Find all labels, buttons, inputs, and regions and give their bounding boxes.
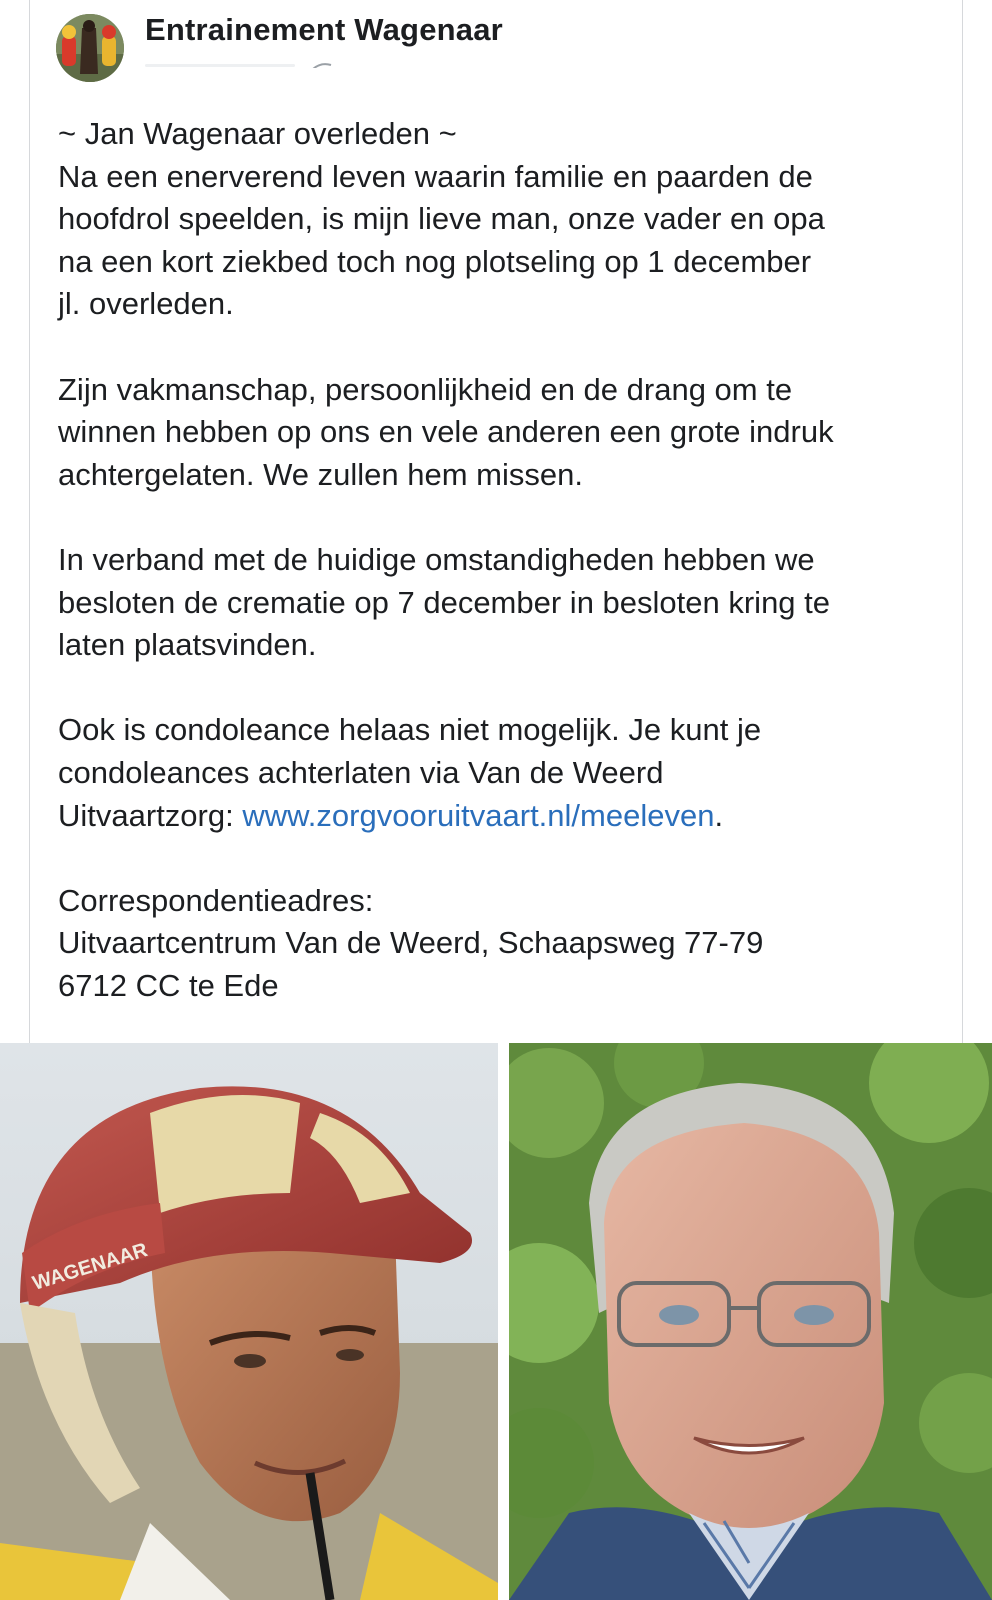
text-line-with-link (58, 795, 938, 838)
page-name-link[interactable]: Entrainement Wagenaar (145, 12, 503, 47)
text-line: achtergelaten. We zullen hem missen. (58, 456, 583, 492)
text-line: besloten de crematie op 7 december in besloten kring te (58, 584, 831, 620)
photo-jockey-helmet[interactable] (0, 1043, 498, 1600)
text-line: In verband met de huidige omstandigheden hebben we (58, 541, 815, 577)
address-line: Uitvaartcentrum Van de Weerd, Schaapsweg 77-79 (58, 925, 764, 961)
address-heading: Correspondentieadres: (58, 882, 374, 918)
post-paragraph-5 (58, 880, 938, 1008)
helmet-text: WAGENAAR (30, 1238, 151, 1295)
text-line: jl. overleden. (58, 286, 234, 322)
post-title-line: ~ Jan Wagenaar overleden ~ (58, 116, 457, 151)
text-line: Ook is condoleance helaas niet mogelijk. Je kunt je (58, 712, 762, 748)
link-prefix: Uitvaartzorg: (58, 797, 243, 833)
post-paragraph-1 (58, 113, 938, 326)
photo-portrait[interactable] (509, 1043, 992, 1600)
link-suffix: . (714, 797, 724, 833)
page-avatar[interactable] (56, 14, 124, 82)
post-paragraph-4 (58, 709, 938, 837)
text-line: Zijn vakmanschap, persoonlijkheid en de drang om te (58, 371, 793, 407)
condolence-link[interactable]: www.zorgvooruitvaart.nl/meeleven (242, 797, 715, 833)
text-line: laten plaatsvinden. (58, 627, 317, 663)
text-line: na een kort ziekbed toch nog plotseling op 1 december (58, 243, 812, 279)
post-text (58, 113, 938, 1007)
text-line: Na een enerverend leven waarin familie en paarden de (58, 158, 813, 194)
post-photos[interactable] (0, 1043, 992, 1600)
address-line: 6712 CC te Ede (58, 967, 279, 1003)
post-paragraph-2 (58, 369, 938, 497)
text-line: hoofdrol speelden, is mijn lieve man, onze vader en opa (58, 201, 825, 237)
text-line: condoleances achterlaten via Van de Weerd (58, 754, 664, 790)
post-meta (145, 58, 525, 68)
avatar-image (56, 14, 124, 82)
post-paragraph-3 (58, 539, 938, 667)
text-line: winnen hebben op ons en vele anderen een grote indruk (58, 414, 834, 450)
